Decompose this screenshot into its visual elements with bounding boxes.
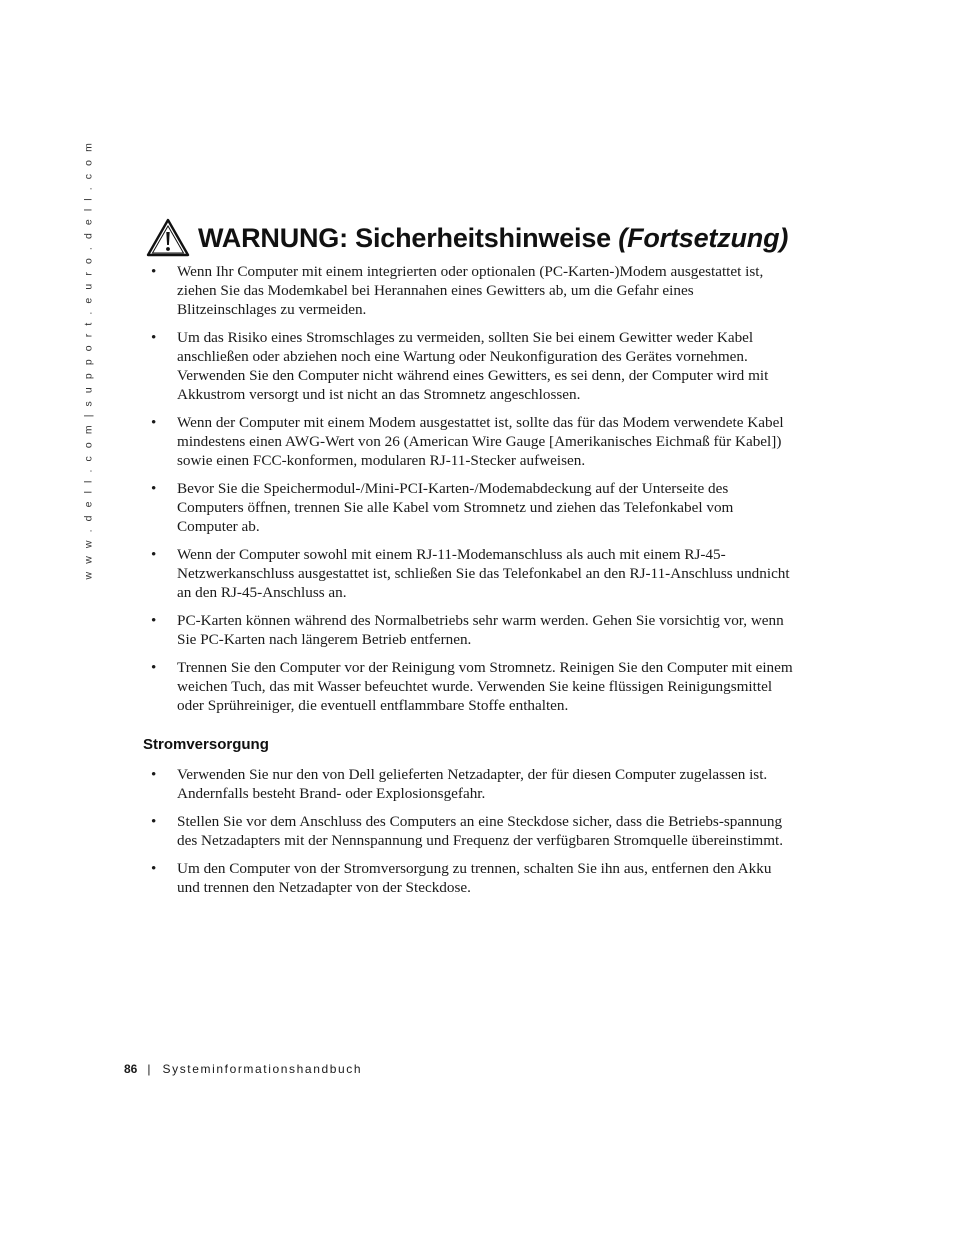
section-heading: Stromversorgung [143,736,269,753]
list-item [146,765,796,803]
side-url-margin [80,140,96,580]
page-number: 86 [124,1062,138,1076]
list-item-text: Stellen Sie vor dem Anschluss des Computers an eine Steckdose sicher, dass die Betriebs-spannung des Netzadapters mit der Nennspannung und Frequenz der verfügbaren Stromquelle übereinstimmt. [177,813,784,849]
list-item [146,479,796,536]
heading-title [198,223,788,254]
list-item-text: Trennen Sie den Computer vor der Reinigung vom Stromnetz. Reinigen Sie den Computer mit einem weichen Tuch, das mit Wasser befeuchtet wurde. Verwenden Sie keine flüssigen Reinigungsmittel oder Sprühreiniger, die eventuell entflammbare Stoffe enthalten. [177,659,793,714]
bullet-marker: • [151,263,157,280]
list-item-text: Wenn Ihr Computer mit einem integrierten oder optionalen (PC-Karten-)Modem ausgestattet ist, ziehen Sie das Modemkabel bei Herannahen eines Gewitters ab, um die Gefahr eines Blitzeinschlages zu vermeiden. [177,263,764,318]
bullet-marker: • [151,480,157,497]
list-item-text: Um den Computer von der Stromversorgung zu trennen, schalten Sie ihn aus, entfernen den Akku und trennen den Netzadapter von der Steckdose. [177,860,772,896]
footer-separator: | [147,1062,151,1076]
bullet-marker: • [151,329,157,346]
footer-title: Systeminformationshandbuch [162,1062,363,1076]
list-item [146,859,796,897]
list-item-text: PC-Karten können während des Normalbetriebs sehr warm werden. Gehen Sie vorsichtig vor, wenn Sie PC-Karten nach längerem Betrieb entfernen. [177,612,784,648]
page-heading [146,218,788,258]
list-item-text: Verwenden Sie nur den von Dell gelieferten Netzadapter, der für diesen Computer zugelassen ist. Andernfalls besteht Brand- oder Explosionsgefahr. [177,766,768,802]
list-item [146,611,796,649]
bullet-marker: • [151,414,157,431]
list-item [146,812,796,850]
bullet-marker: • [151,766,157,783]
list-item-text: Bevor Sie die Speichermodul-/Mini-PCI-Karten-/Modemabdeckung auf der Unterseite des Computers öffnen, trennen Sie alle Kabel vom Stromnetz und ziehen das Telefonkabel vom Computer ab. [177,480,734,535]
heading-continuation: (Fortsetzung) [618,222,789,253]
bullet-marker: • [151,860,157,877]
list-item [146,545,796,602]
list-item [146,328,796,404]
bullet-marker: • [151,813,157,830]
list-item [146,658,796,715]
bullet-marker: • [151,546,157,563]
list-item-text: Um das Risiko eines Stromschlages zu vermeiden, sollten Sie bei einem Gewitter weder Kabel anschließen oder abziehen noch eine Wartung oder Neukonfiguration des Gerätes vornehmen. Verwenden Sie den Computer nicht während eines Gewitters, es sei denn, der Computer wird mit Akkustrom versorgt und ist nicht an das Stromnetz angeschlossen. [177,329,769,403]
warning-triangle-icon [146,218,190,258]
list-item-text: Wenn der Computer sowohl mit einem RJ-11-Modemanschluss als auch mit einem RJ-45-Netzwerkanschluss ausgestattet ist, schließen Sie das Telefonkabel an den RJ-11-Anschluss undnicht an den RJ-45-Anschluss an. [177,546,790,601]
list-item-text: Wenn der Computer mit einem Modem ausgestattet ist, sollte das für das Modem verwendete Kabel mindestens einen AWG-Wert von 26 (American Wire Gauge [Amerikanisches Eichmaß für Kabel]) sowie einen FCC-konformen, modularen RJ-11-Stecker aufweisen. [177,414,784,469]
main-content [143,262,796,906]
list-item [146,262,796,319]
heading-main: WARNUNG: Sicherheitshinweise [198,222,619,253]
power-list [146,765,796,897]
page-footer [124,1062,362,1076]
list-item [146,413,796,470]
bullet-marker: • [151,659,157,676]
side-url-text: w w w . d e l l . c o m | s u p p o r t . e u r o . d e l l . c o m [82,140,94,580]
bullet-marker: • [151,612,157,629]
warning-list [146,262,796,715]
